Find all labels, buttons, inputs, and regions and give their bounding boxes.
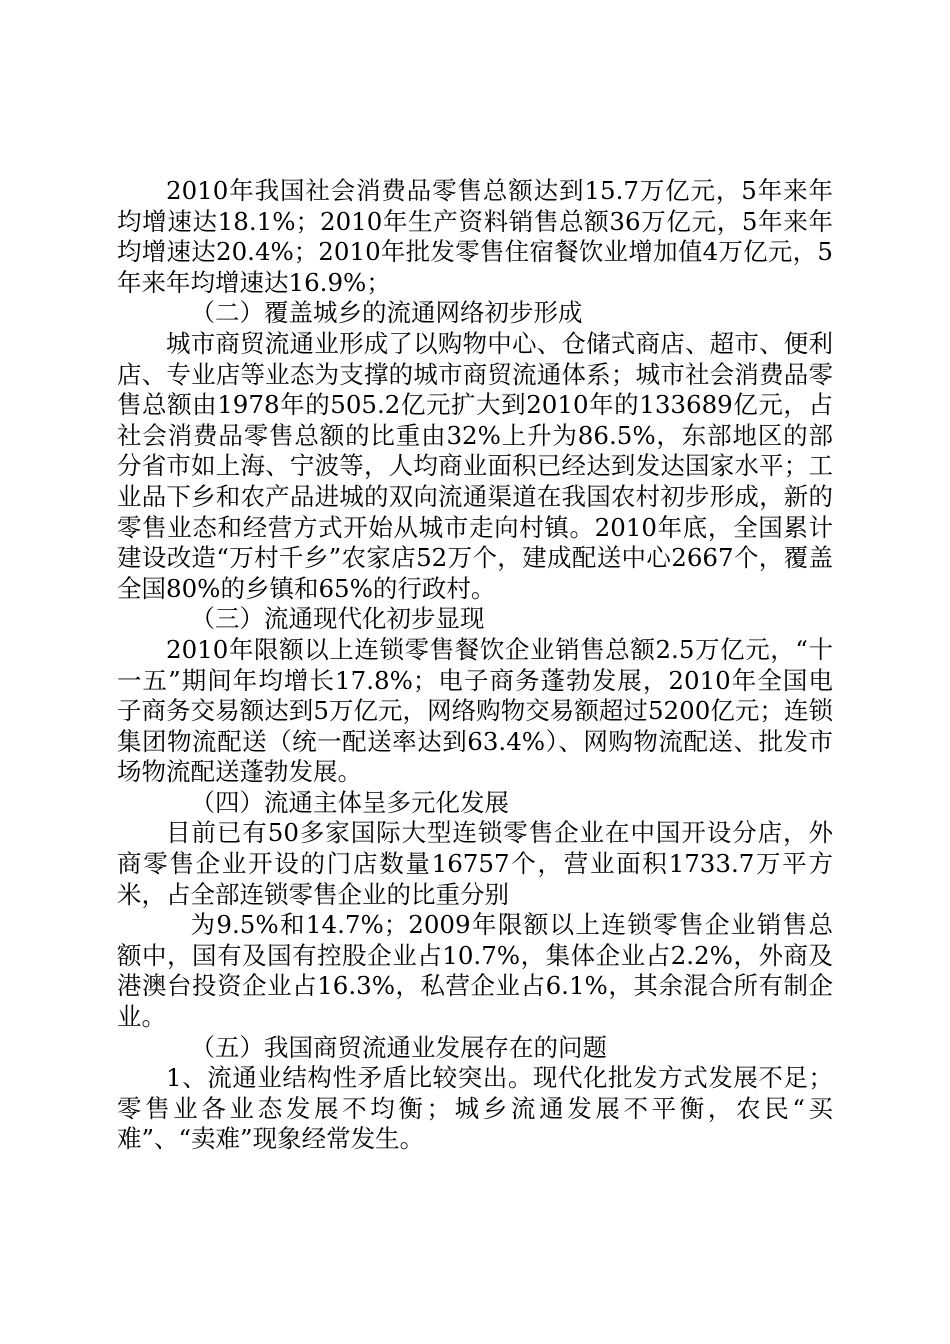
section-heading-2: （二）覆盖城乡的流通网络初步形成 bbox=[190, 298, 583, 328]
section-heading-4: （四）流通主体呈多元化发展 bbox=[190, 787, 509, 817]
section-heading-5: （五）我国商贸流通业发展存在的问题 bbox=[190, 1032, 607, 1062]
paragraph-retail-sales: 2010年我国社会消费品零售总额达到15.7万亿元，5年来年均增速达18.1%；2010年生产资料销售总额36万亿元，5年来年均增速达20.4%；2010年批发零售住宿餐饮业增加值4万亿元，5年来年均增速达16.9%； bbox=[117, 176, 833, 297]
paragraph-urban-rural-network: 城市商贸流通业形成了以购物中心、仓储式商店、超市、便利店、专业店等业态为支撑的城市商贸流通体系；城市社会消费品零售总额由1978年的505.2亿元扩大到2010年的133689亿元，占社会消费品零售总额的比重由32%上升为86.5%，东部地区的部分省市如上海、宁波等，人均商业面积已经达到发达国家水平；工业品下乡和农产品进城的双向流通渠道在我国农村初步形成，新的零售业态和经营方式开始从城市走向村镇。2010年底，全国累计建设改造“万村千乡”农家店52万个，建成配送中心2667个，覆盖全国80%的乡镇和65%的行政村。 bbox=[117, 328, 833, 603]
document-body bbox=[117, 176, 833, 1155]
paragraph-foreign-retail: 目前已有50多家国际大型连锁零售企业在中国开设分店，外商零售企业开设的门店数量16757个，营业面积1733.7万平方米，占全部连锁零售企业的比重分别 bbox=[117, 818, 833, 909]
paragraph-ownership-share: 为9.5%和14.7%；2009年限额以上连锁零售企业销售总额中，国有及国有控股企业占10.7%，集体企业占2.2%，外商及港澳台投资企业占16.3%，私营企业占6.1%，其余混合所有制企业。 bbox=[117, 910, 833, 1032]
section-heading-3: （三）流通现代化初步显现 bbox=[190, 604, 485, 634]
paragraph-problems: 1、流通业结构性矛盾比较突出。现代化批发方式发展不足；零售业各业态发展不均衡；城乡流通发展不平衡，农民“买难”、“卖难”现象经常发生。 bbox=[117, 1063, 833, 1154]
paragraph-modernization: 2010年限额以上连锁零售餐饮企业销售总额2.5万亿元，“十一五”期间年均增长17.8%；电子商务蓬勃发展，2010年全国电子商务交易额达到5万亿元，网络购物交易额超过5200亿元；连锁集团物流配送（统一配送率达到63.4%）、网购物流配送、批发市场物流配送蓬勃发展。 bbox=[117, 634, 833, 787]
